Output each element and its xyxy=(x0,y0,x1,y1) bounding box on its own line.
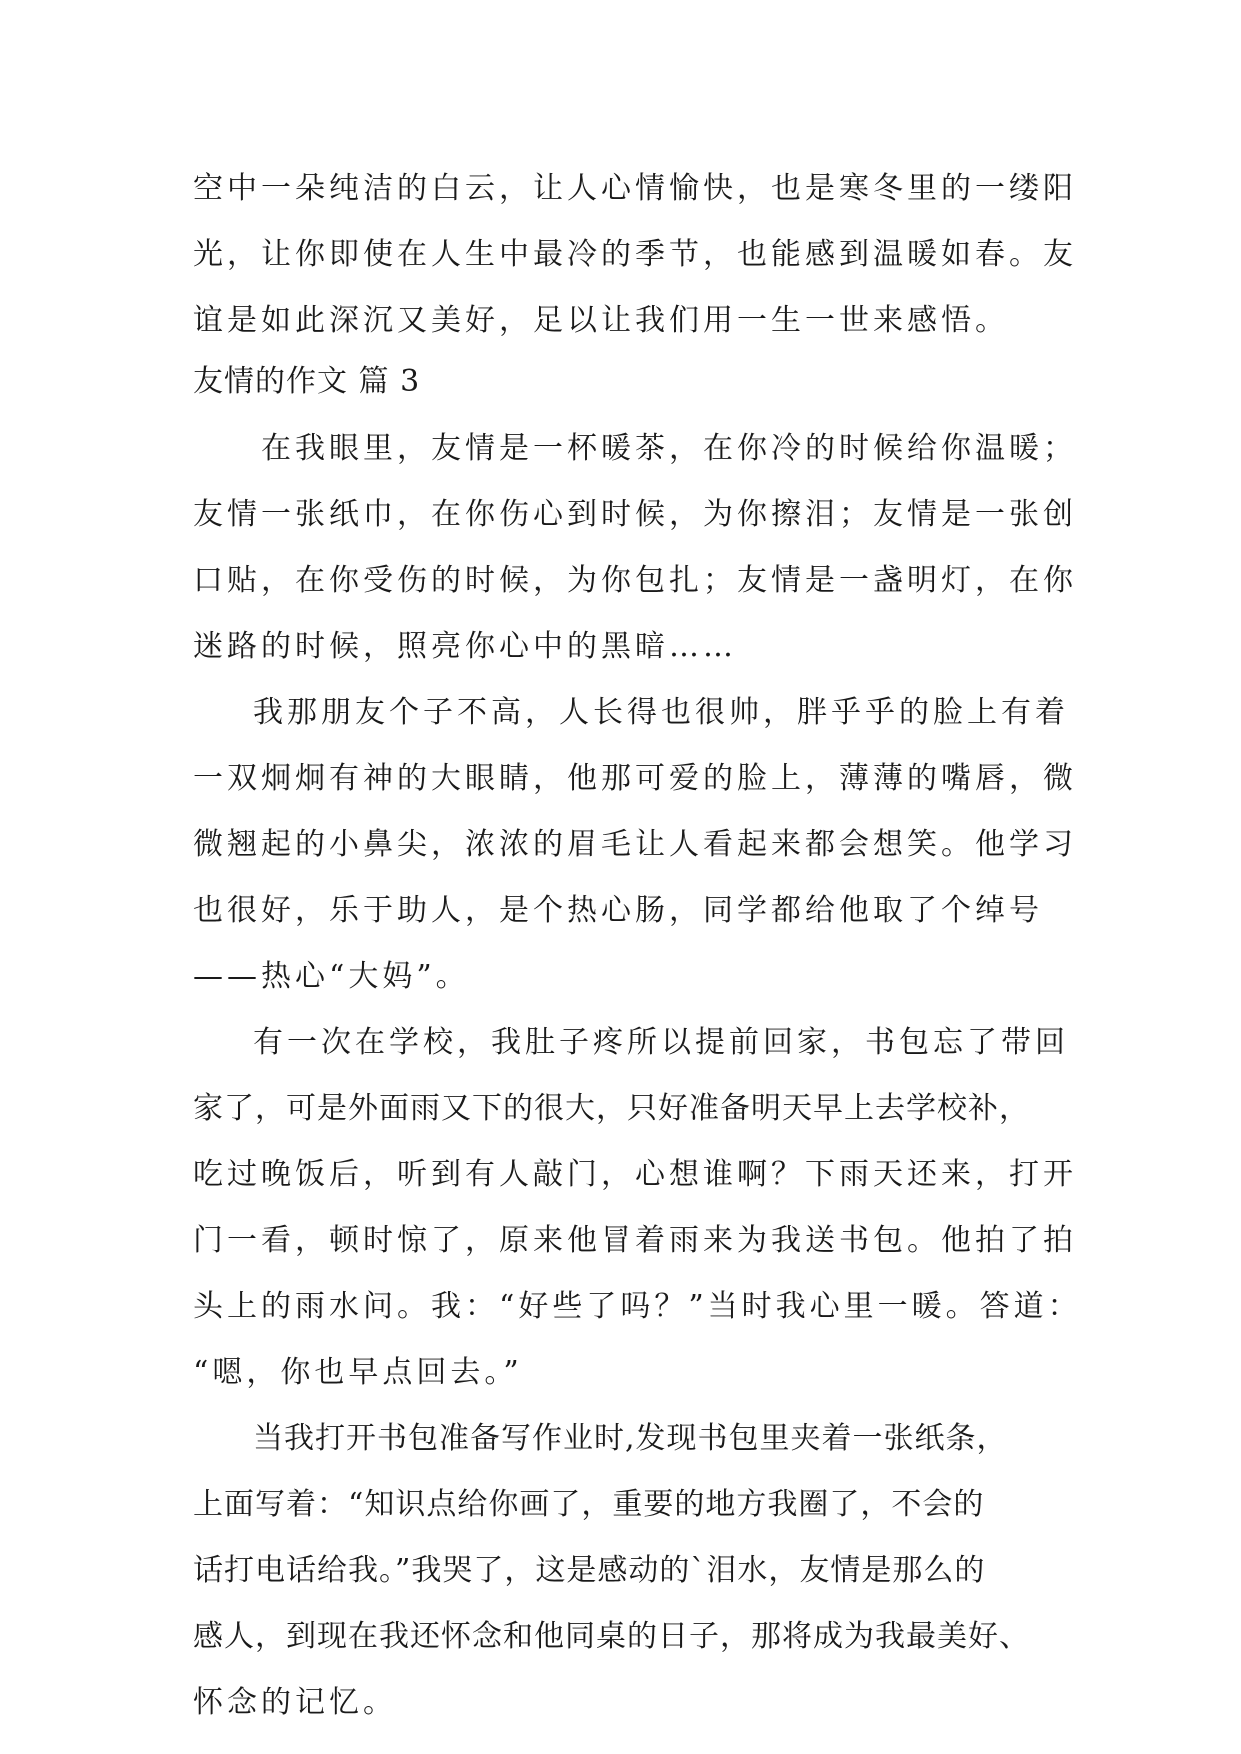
text-line: 吃过晚饭后，听到有人敲门，心想谁啊？下雨天还来，打开 xyxy=(193,1157,1077,1192)
text-line: 上面写着：“知识点给你画了，重要的地方我圈了，不会的 xyxy=(193,1487,985,1522)
paragraph-1 xyxy=(193,416,1093,680)
text-line: 门一看，顿时惊了，原来他冒着雨来为我送书包。他拍了拍 xyxy=(193,1223,1077,1258)
paragraph-2 xyxy=(193,680,1093,1010)
text-line: 当我打开书包准备写作业时,发现书包里夹着一张纸条， xyxy=(253,1421,1008,1456)
text-line: 头上的雨水问。我：“好些了吗？”当时我心里一暖。答道： xyxy=(193,1289,1082,1324)
text-line: 有一次在学校，我肚子疼所以提前回家，书包忘了带回 xyxy=(253,1025,1069,1060)
paragraph-3 xyxy=(193,1010,1093,1406)
text-line: 友情一张纸巾，在你伤心到时候，为你擦泪；友情是一张创 xyxy=(193,497,1077,532)
text-line: 我那朋友个子不高，人长得也很帅，胖乎乎的脸上有着 xyxy=(253,695,1069,730)
text-line: 家了，可是外面雨又下的很大，只好准备明天早上去学校补， xyxy=(193,1091,1030,1126)
text-line: 谊是如此深沉又美好，足以让我们用一生一世来感悟。 xyxy=(193,303,1009,338)
text-line: 怀念的记忆。 xyxy=(193,1685,397,1720)
text-line: ——热心“大妈”。 xyxy=(193,959,470,994)
section-heading: 友情的作文 篇 3 xyxy=(193,364,421,399)
text-line: 迷路的时候，照亮你心中的黑暗…… xyxy=(193,629,737,664)
text-line: 感人，到现在我还怀念和他同桌的日子，那将成为我最美好、 xyxy=(193,1619,1030,1654)
text-line: 微翘起的小鼻尖，浓浓的眉毛让人看起来都会想笑。他学习 xyxy=(193,827,1077,862)
text-line: 也很好，乐于助人，是个热心肠，同学都给他取了个绰号 xyxy=(193,893,1043,928)
paragraph-4 xyxy=(193,1406,1093,1736)
text-line: “嗯，你也早点回去。” xyxy=(193,1355,523,1390)
text-line: 口贴，在你受伤的时候，为你包扎；友情是一盏明灯，在你 xyxy=(193,563,1077,598)
text-line: 在我眼里，友情是一杯暖茶，在你冷的时候给你温暖； xyxy=(261,431,1077,466)
article-body xyxy=(193,156,1093,1736)
text-line: 光，让你即使在人生中最冷的季节，也能感到温暖如春。友 xyxy=(193,237,1077,272)
text-line: 话打电话给我。”我哭了，这是感动的`泪水，友情是那么的 xyxy=(193,1553,986,1588)
paragraph-continued xyxy=(193,156,1093,354)
text-line: 一双炯炯有神的大眼睛，他那可爱的脸上，薄薄的嘴唇，微 xyxy=(193,761,1077,796)
text-line: 空中一朵纯洁的白云，让人心情愉快，也是寒冬里的一缕阳 xyxy=(193,171,1077,206)
